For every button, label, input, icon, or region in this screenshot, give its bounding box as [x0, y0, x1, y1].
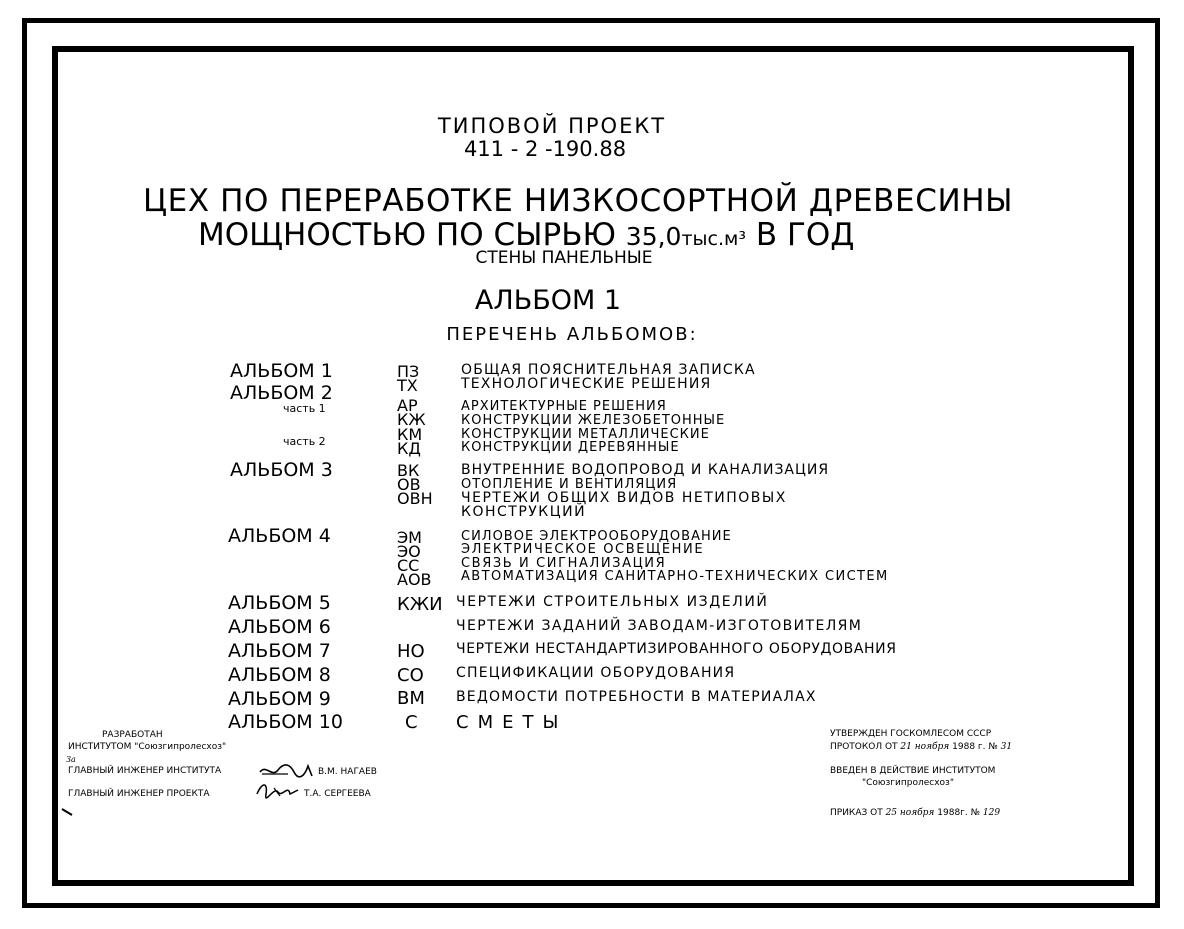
- desc-th: ТЕХНОЛОГИЧЕСКИЕ РЕШЕНИЯ: [461, 376, 712, 392]
- code-ss: СС: [397, 556, 420, 575]
- title-line-1: ЦЕХ ПО ПЕРЕРАБОТКЕ НИЗКОСОРТНОЙ ДРЕВЕСИНЫ: [143, 183, 1014, 219]
- code-pz: ПЗ: [397, 362, 420, 381]
- order-line: [830, 809, 1000, 818]
- desc-em: СИЛОВОЕ ЭЛЕКТРООБОРУДОВАНИЕ: [461, 529, 732, 544]
- signature-nagaev-icon: [258, 760, 314, 782]
- code-kd: КД: [397, 439, 421, 458]
- capacity-unit: тыс.м³: [681, 228, 746, 250]
- album-label-3: АЛЬБОМ 3: [230, 459, 333, 481]
- developer-institute: ИНСТИТУТОМ "Союзгипролесхоз": [68, 742, 227, 752]
- code-ovn: ОВН: [397, 489, 433, 508]
- protocol-number: 31: [1000, 742, 1013, 752]
- order-number: 129: [982, 808, 1001, 818]
- desc-ovn: ЧЕРТЕЖИ ОБЩИХ ВИДОВ НЕТИПОВЫХ: [461, 490, 787, 506]
- title-line-2-a: МОЩНОСТЬЮ ПО СЫРЬЮ: [198, 217, 616, 253]
- code-no: НО: [397, 641, 425, 662]
- desc-eo: ЭЛЕКТРИЧЕСКОЕ ОСВЕЩЕНИЕ: [461, 542, 705, 557]
- code-eo: ЭО: [397, 542, 421, 561]
- code-kzhi: КЖИ: [397, 594, 443, 615]
- za-note: За: [66, 755, 76, 764]
- desc-km: КОНСТРУКЦИИ МЕТАЛЛИЧЕСКИЕ: [461, 427, 710, 442]
- chief-engineer-project-name: Т.А. СЕРГЕЕВА: [304, 789, 371, 799]
- title-line-2-b: В ГОД: [755, 217, 855, 253]
- stray-mark-icon: [60, 806, 76, 818]
- code-vm: ВМ: [397, 688, 425, 709]
- title-line-2: [198, 217, 855, 253]
- code-s: С: [405, 712, 418, 733]
- desc-ss: СВЯЗЬ И СИГНАЛИЗАЦИЯ: [461, 556, 667, 571]
- desc-kzhi: ЧЕРТЕЖИ СТРОИТЕЛЬНЫХ ИЗДЕЛИЙ: [456, 594, 769, 610]
- enacted-by: ВВЕДЕН В ДЕЙСТВИЕ ИНСТИТУТОМ: [830, 766, 996, 776]
- code-th: ТХ: [397, 376, 418, 395]
- code-so: СО: [397, 665, 424, 686]
- capacity-value: 35,0: [625, 222, 682, 251]
- desc-s: СМЕТЫ: [456, 712, 568, 733]
- album-label-9: АЛЬБОМ 9: [228, 688, 331, 710]
- developed-by: РАЗРАБОТАН: [102, 730, 163, 740]
- order-year: 1988г.: [937, 808, 968, 818]
- desc-aov: АВТОМАТИЗАЦИЯ САНИТАРНО-ТЕХНИЧЕСКИХ СИСТЕМ: [461, 569, 889, 584]
- desc-no: ЧЕРТЕЖИ НЕСТАНДАРТИЗИРОВАННОГО ОБОРУДОВАНИЯ: [456, 641, 897, 657]
- project-number: 411 - 2 -190.88: [463, 137, 627, 161]
- album-label-1: АЛЬБОМ 1: [230, 360, 333, 382]
- code-aov: АОВ: [397, 570, 432, 589]
- chief-engineer-institute: ГЛАВНЫЙ ИНЖЕНЕР ИНСТИТУТА: [68, 766, 222, 776]
- order-no-label: №: [970, 808, 981, 818]
- signature-sergeeva-icon: [254, 780, 302, 802]
- desc-album6: ЧЕРТЕЖИ ЗАДАНИЙ ЗАВОДАМ-ИЗГОТОВИТЕЛЯМ: [456, 618, 863, 634]
- approved-by: УТВЕРЖДЕН ГОСКОМЛЕСОМ СССР: [830, 729, 992, 739]
- desc-pz: ОБЩАЯ ПОЯСНИТЕЛЬНАЯ ЗАПИСКА: [461, 362, 756, 378]
- order-prefix: ПРИКАЗ ОТ: [830, 808, 883, 818]
- desc-kd: КОНСТРУКЦИИ ДЕРЕВЯННЫЕ: [461, 440, 680, 455]
- list-heading: ПЕРЕЧЕНЬ АЛЬБОМОВ:: [446, 324, 698, 345]
- album-label-10: АЛЬБОМ 10: [228, 711, 343, 733]
- protocol-line: [830, 743, 1012, 752]
- album-label-7: АЛЬБОМ 7: [228, 640, 331, 662]
- chief-engineer-project: ГЛАВНЫЙ ИНЖЕНЕР ПРОЕКТА: [68, 789, 210, 799]
- album-label-8: АЛЬБОМ 8: [228, 664, 331, 686]
- album-label-6: АЛЬБОМ 6: [228, 616, 331, 638]
- album-title: АЛЬБОМ 1: [474, 285, 622, 316]
- code-vk: ВК: [397, 461, 420, 480]
- album-2-part-2: часть 2: [283, 435, 326, 448]
- album-label-2: АЛЬБОМ 2: [230, 382, 333, 404]
- desc-ov: ОТОПЛЕНИЕ И ВЕНТИЛЯЦИЯ: [461, 477, 678, 492]
- desc-vm: ВЕДОМОСТИ ПОТРЕБНОСТИ В МАТЕРИАЛАХ: [456, 689, 817, 705]
- code-em: ЭМ: [397, 528, 422, 547]
- desc-ovn-2: КОНСТРУКЦИЙ: [461, 504, 587, 520]
- chief-engineer-institute-name: В.М. НАГАЕВ: [318, 767, 377, 777]
- code-kzh: КЖ: [397, 410, 426, 429]
- desc-vk: ВНУТРЕННИЕ ВОДОПРОВОД И КАНАЛИЗАЦИЯ: [461, 462, 830, 478]
- code-ov: ОВ: [397, 475, 421, 494]
- protocol-year: 1988 г.: [952, 742, 986, 752]
- album-label-4: АЛЬБОМ 4: [228, 525, 331, 547]
- code-ar: АР: [397, 396, 418, 415]
- album-2-part-1: часть 1: [283, 402, 326, 415]
- album-label-5: АЛЬБОМ 5: [228, 592, 331, 614]
- subtitle: СТЕНЫ ПАНЕЛЬНЫЕ: [475, 248, 653, 268]
- code-km: КМ: [397, 425, 423, 444]
- desc-kzh: КОНСТРУКЦИИ ЖЕЛЕЗОБЕТОННЫЕ: [461, 413, 726, 428]
- desc-so: СПЕЦИФИКАЦИИ ОБОРУДОВАНИЯ: [456, 665, 736, 681]
- protocol-no-label: №: [988, 742, 998, 752]
- project-type: ТИПОВОЙ ПРОЕКТ: [437, 114, 667, 138]
- desc-ar: АРХИТЕКТУРНЫЕ РЕШЕНИЯ: [461, 399, 667, 414]
- protocol-prefix: ПРОТОКОЛ ОТ: [830, 742, 898, 752]
- protocol-date: 21 ноября: [900, 742, 950, 752]
- enacted-institute: "Союзгипролесхоз": [862, 778, 954, 788]
- order-date: 25 ноября: [885, 808, 935, 818]
